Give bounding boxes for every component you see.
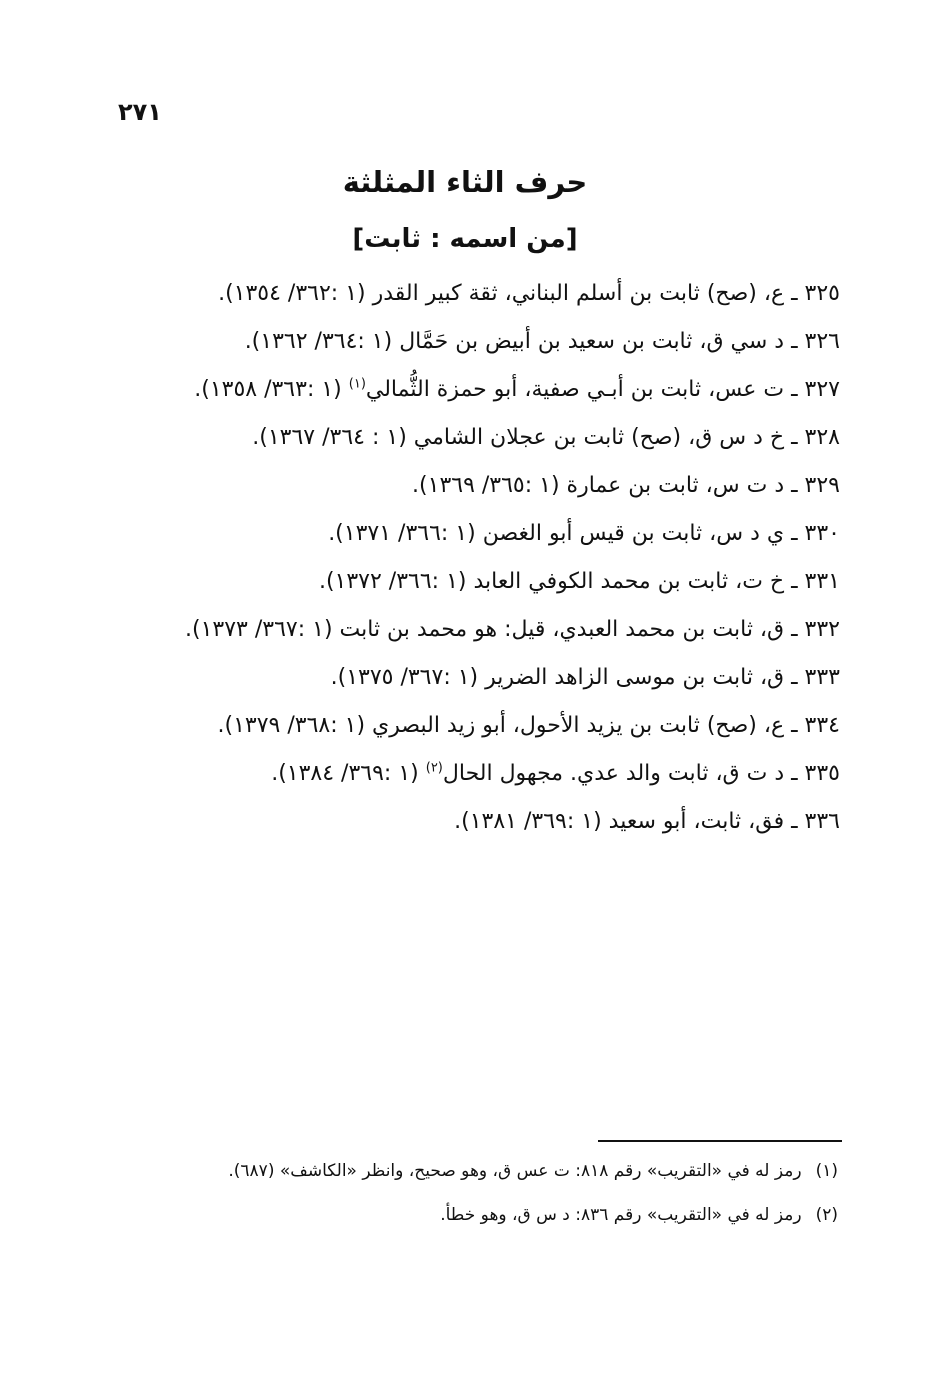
- entry-327: [120, 366, 840, 414]
- entry-335: [120, 750, 840, 798]
- entry-text: ـ د سي ق، ثابت بن سعيد بن أبيض بن حَمَّال (١ :٣٦٤/ ١٣٦٢).: [244, 329, 805, 354]
- entry-number: ٣٢٦: [804, 329, 840, 354]
- entry-number: ٣٣٦: [804, 809, 840, 834]
- footnote-mark: (١): [815, 1161, 838, 1181]
- entry-330: [120, 510, 840, 558]
- entry-text: ـ ي د س، ثابت بن قيس أبو الغصن (١ :٣٦٦/ ١٣٧١).: [328, 521, 805, 546]
- entry-text: ـ خ ت، ثابت بن محمد الكوفي العابد (١ :٣٦٦/ ١٣٧٢).: [318, 569, 805, 594]
- entry-text: ـ ق، ثابت بن محمد العبدي، قيل: هو محمد بن ثابت (١ :٣٦٧/ ١٣٧٣).: [185, 617, 805, 642]
- page-number: ٢٧١: [118, 98, 162, 126]
- footnote-mark: (٢): [815, 1205, 838, 1225]
- footnote-2: [110, 1196, 838, 1234]
- entry-text: ـ ت عس، ثابت بن أبـي صفية، أبو حمزة الثُّمالي: [365, 377, 805, 402]
- entries-list: [120, 270, 840, 846]
- footnotes: [110, 1152, 838, 1240]
- entry-326: [120, 318, 840, 366]
- footnote-ref: (٢): [425, 760, 443, 776]
- entry-text: ـ د ت ق، ثابت والد عدي. مجهول الحال: [442, 761, 805, 786]
- entry-329: [120, 462, 840, 510]
- entry-text: ـ خ د س ق، (صح) ثابت بن عجلان الشامي (١ : ٣٦٤/ ١٣٦٧).: [252, 425, 805, 450]
- chapter-title: حرف الثاء المثلثة: [342, 165, 588, 199]
- entry-number: ٣٣١: [804, 569, 840, 594]
- entry-number: ٣٣٢: [804, 617, 840, 642]
- entry-text-tail: (١ :٣٦٣/ ١٣٥٨).: [194, 377, 349, 402]
- entry-334: [120, 702, 840, 750]
- entry-number: ٣٣٥: [804, 761, 840, 786]
- footnote-1: [110, 1152, 838, 1190]
- entry-332: [120, 606, 840, 654]
- entry-text-tail: (١ :٣٦٩/ ١٣٨٤).: [271, 761, 426, 786]
- entry-number: ٣٢٥: [804, 281, 840, 306]
- entry-number: ٣٣٣: [804, 665, 840, 690]
- entry-336: [120, 798, 840, 846]
- entry-number: ٣٢٧: [804, 377, 840, 402]
- footnote-text: رمز له في «التقريب» رقم ٨٣٦: د س ق، وهو خطأ.: [440, 1205, 802, 1225]
- footnote-ref: (١): [348, 376, 366, 392]
- entry-number: ٣٢٩: [804, 473, 840, 498]
- entry-number: ٣٣٤: [804, 713, 840, 738]
- entry-text: ـ ع، (صح) ثابت بن يزيد الأحول، أبو زيد البصري (١ :٣٦٨/ ١٣٧٩).: [217, 713, 805, 738]
- section-title: [من اسمه : ثابت]: [352, 224, 578, 254]
- entry-text: ـ فق، ثابت، أبو سعيد (١ :٣٦٩/ ١٣٨١).: [454, 809, 805, 834]
- entry-text: ـ ع، (صح) ثابت بن أسلم البناني، ثقة كبير القدر (١ :٣٦٢/ ١٣٥٤).: [218, 281, 805, 306]
- entry-number: ٣٣٠: [804, 521, 840, 546]
- entry-325: [120, 270, 840, 318]
- entry-333: [120, 654, 840, 702]
- entry-text: ـ ق، ثابت بن موسى الزاهد الضرير (١ :٣٦٧/ ١٣٧٥).: [330, 665, 805, 690]
- entry-328: [120, 414, 840, 462]
- entry-331: [120, 558, 840, 606]
- footnote-divider: [598, 1140, 842, 1142]
- entry-text: ـ د ت س، ثابت بن عمارة (١ :٣٦٥/ ١٣٦٩).: [412, 473, 805, 498]
- entry-number: ٣٢٨: [804, 425, 840, 450]
- footnote-text: رمز له في «التقريب» رقم ٨١٨: ت عس ق، وهو صحيح، وانظر «الكاشف» (٦٨٧).: [228, 1161, 802, 1181]
